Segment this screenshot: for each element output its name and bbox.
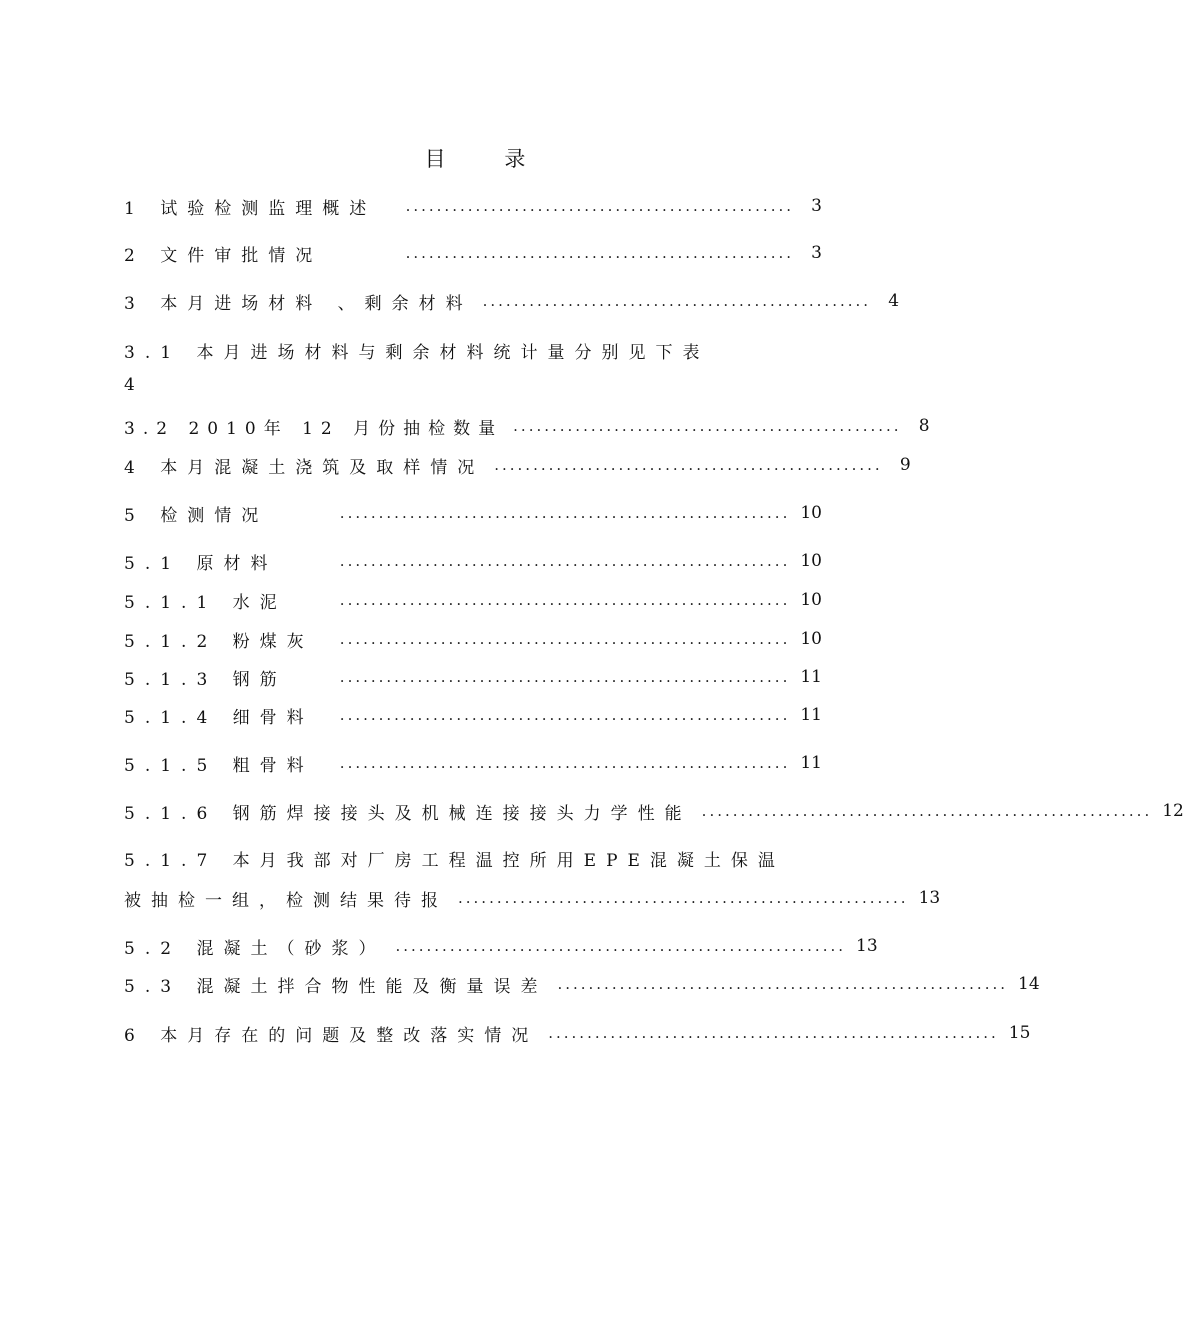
toc-entry-label: 5.1 原材料 <box>124 553 278 574</box>
toc-leader-dots: .......................................................... <box>339 630 791 648</box>
toc-leader-dots: .................................................. <box>405 244 794 262</box>
toc-entry-page: 11 <box>800 667 822 687</box>
toc-entry[interactable] <box>124 287 900 315</box>
toc-entry-label: 2 文件审批情况 <box>124 245 323 266</box>
toc-leader-dots: .......................................................... <box>339 668 791 686</box>
toc-leader-dots: .......................................................... <box>395 937 847 955</box>
toc-entry[interactable] <box>124 970 1040 998</box>
toc-leader-dots: .................................................. <box>494 456 883 474</box>
toc-entry-page: 10 <box>800 503 822 523</box>
toc-entry-label: 5.3 混凝土拌合物性能及衡量误差 <box>124 976 548 997</box>
toc-entry-label: 5.1.4 细骨料 <box>124 707 314 728</box>
toc-title: 目 录 <box>424 147 552 171</box>
toc-entry[interactable] <box>124 797 1184 825</box>
toc-entry[interactable] <box>124 239 822 267</box>
toc-entry-page: 11 <box>800 753 822 773</box>
toc-entry-page: 13 <box>918 888 941 908</box>
toc-entry-page: 8 <box>918 416 930 436</box>
toc-entry-page: 9 <box>899 455 911 475</box>
toc-entry[interactable] <box>124 547 822 575</box>
toc-entry-page: 4 <box>888 291 900 311</box>
toc-leader-dots: .......................................................... <box>557 975 1009 993</box>
toc-entry[interactable] <box>124 749 822 777</box>
toc-entry-label: 5 检测情况 <box>124 505 269 526</box>
toc-entry-label: 5.1.5 粗骨料 <box>124 755 314 776</box>
toc-entry-page: 3 <box>811 243 822 263</box>
toc-entry[interactable] <box>124 586 822 614</box>
toc-entry-label: 5.1.7 本月我部对厂房工程温控所用EPE混凝土保温 <box>124 851 785 871</box>
toc-leader-dots: .................................................. <box>513 417 902 435</box>
toc-entry-label: 5.2 混凝土（砂浆） <box>124 938 386 959</box>
toc-entry-page: 13 <box>856 936 878 956</box>
toc-entry-page: 12 <box>1162 801 1184 821</box>
toc-entry-label: 5.1.6 钢筋焊接接头及机械连接接头力学性能 <box>124 803 692 824</box>
toc-entry-label: 3.1 本月进场材料与剩余材料统计量分别见下表 <box>124 343 710 363</box>
toc-entry[interactable] <box>124 451 911 479</box>
toc-entry[interactable] <box>124 499 822 527</box>
toc-entry-page: 4 <box>124 375 145 395</box>
toc-entry-page-wrapped <box>124 375 145 395</box>
toc-leader-dots: .......................................................... <box>339 504 791 522</box>
toc-leader-dots: .......................................................... <box>339 591 791 609</box>
toc-entry-page: 10 <box>800 629 822 649</box>
toc-entry-label-continued: 被抽检一组，检测结果待报 <box>124 890 448 911</box>
toc-entry-label: 6 本月存在的问题及整改落实情况 <box>124 1025 539 1046</box>
toc-entry[interactable] <box>124 663 822 691</box>
toc-entry[interactable] <box>124 846 785 871</box>
toc-leader-dots: .......................................................... <box>339 552 791 570</box>
toc-entry[interactable] <box>124 412 930 440</box>
toc-entry-label: 5.1.2 粉煤灰 <box>124 631 314 652</box>
toc-leader-dots: .......................................................... <box>701 802 1153 820</box>
toc-entry-page: 10 <box>800 551 822 571</box>
toc-entry-label: 3 本月进场材料 、剩余材料 <box>124 293 473 314</box>
toc-leader-dots: .................................................. <box>482 292 872 310</box>
toc-entry-label: 1 试验检测监理概述 <box>124 198 377 219</box>
toc-entry[interactable] <box>124 192 822 220</box>
toc-entry-label: 5.1.1 水泥 <box>124 592 287 613</box>
toc-leader-dots: .......................................................... <box>339 706 791 724</box>
toc-leader-dots: .......................................................... <box>339 754 791 772</box>
toc-entry-label: 4 本月混凝土浇筑及取样情况 <box>124 457 485 478</box>
toc-entry-page: 10 <box>800 590 822 610</box>
toc-entry-continuation[interactable] <box>124 884 941 912</box>
toc-entry-label: 5.1.3 钢筋 <box>124 669 287 690</box>
toc-entry[interactable] <box>124 701 822 729</box>
toc-entry[interactable] <box>124 625 822 653</box>
toc-entry[interactable] <box>124 932 878 960</box>
toc-entry-page: 3 <box>811 196 822 216</box>
toc-entry-label: 3.2 2010年 12 月份抽检数量 <box>124 418 504 439</box>
toc-entry-page: 15 <box>1008 1023 1031 1043</box>
toc-entry-page: 14 <box>1018 974 1040 994</box>
toc-entry-page: 11 <box>800 705 822 725</box>
toc-leader-dots: .................................................. <box>405 197 794 215</box>
toc-entry[interactable] <box>124 1019 1031 1047</box>
toc-leader-dots: .......................................................... <box>458 889 909 907</box>
toc-entry[interactable] <box>124 338 709 363</box>
toc-leader-dots: .......................................................... <box>548 1024 999 1042</box>
